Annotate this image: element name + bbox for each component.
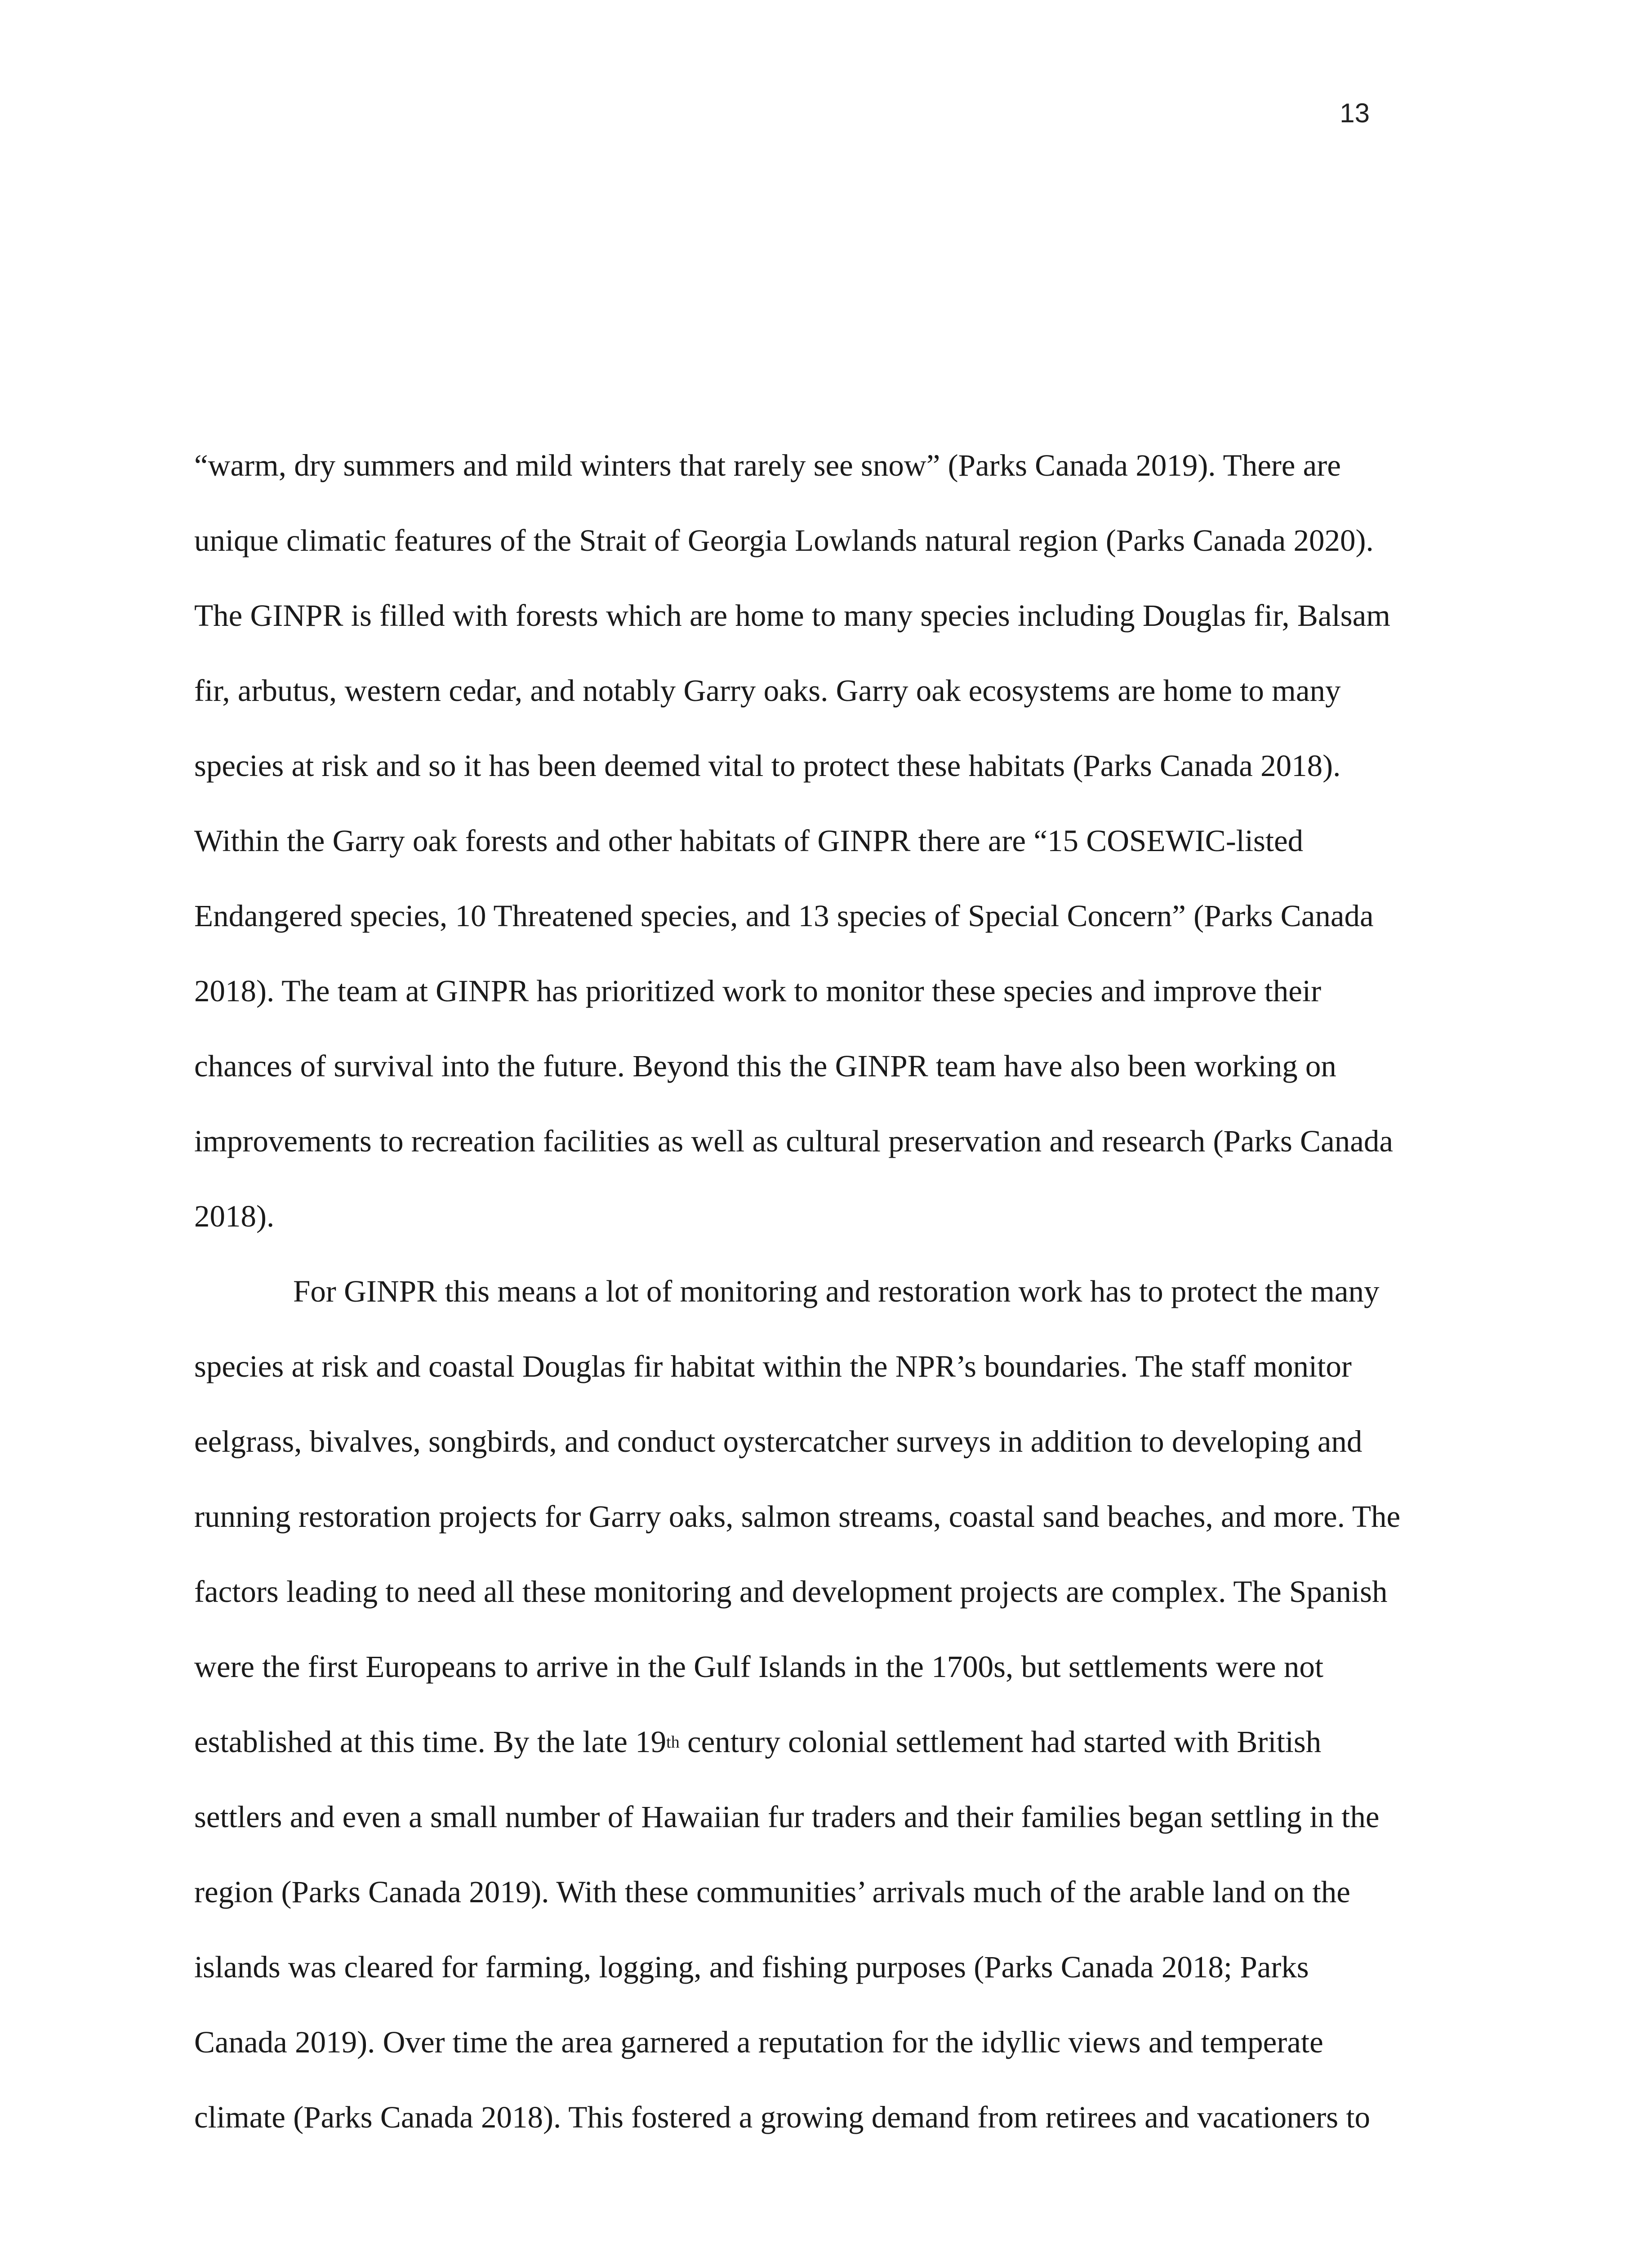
text-line: climate (Parks Canada 2018). This fostered a growing demand from retirees and vacationers to — [194, 2100, 1371, 2134]
text-line: unique climatic features of the Strait of Georgia Lowlands natural region (Parks Canada 2020). — [194, 523, 1374, 558]
text-segment: century colonial settlement had started with British — [679, 1725, 1322, 1759]
text-line: running restoration projects for Garry oaks, salmon streams, coastal sand beaches, and more. The — [194, 1499, 1401, 1534]
text-line-with-superscript — [194, 1717, 1457, 1792]
superscript: th — [666, 1733, 680, 1752]
text-line: islands was cleared for farming, logging, and fishing purposes (Parks Canada 2018; Parks — [194, 1950, 1309, 1984]
page-number: 13 — [1340, 98, 1370, 128]
text-line: “warm, dry summers and mild winters that rarely see snow” (Parks Canada 2019). There are — [194, 448, 1341, 482]
paragraph-first-line: For GINPR this means a lot of monitoring and restoration work has to protect the many — [293, 1274, 1380, 1308]
text-line: settlers and even a small number of Hawaiian fur traders and their families began settling in the — [194, 1800, 1380, 1834]
text-line: species at risk and so it has been deemed vital to protect these habitats (Parks Canada 2018). — [194, 749, 1341, 783]
text-line: factors leading to need all these monitoring and development projects are complex. The Spanish — [194, 1574, 1388, 1609]
text-line: 2018). The team at GINPR has prioritized work to monitor these species and improve their — [194, 974, 1322, 1008]
text-line: fir, arbutus, western cedar, and notably Garry oaks. Garry oak ecosystems are home to many — [194, 674, 1341, 708]
text-segment: established at this time. By the late 19 — [194, 1725, 667, 1759]
text-line: eelgrass, bivalves, songbirds, and conduct oystercatcher surveys in addition to developing and — [194, 1424, 1363, 1459]
text-line: chances of survival into the future. Beyond this the GINPR team have also been working on — [194, 1049, 1336, 1083]
text-line: Canada 2019). Over time the area garnered a reputation for the idyllic views and temperate — [194, 2025, 1323, 2059]
text-line: region (Parks Canada 2019). With these communities’ arrivals much of the arable land on the — [194, 1875, 1350, 1909]
text-line: improvements to recreation facilities as well as cultural preservation and research (Parks Canada — [194, 1124, 1393, 1158]
text-line: Within the Garry oak forests and other habitats of GINPR there are “15 COSEWIC-listed — [194, 824, 1304, 858]
text-line: The GINPR is filled with forests which are home to many species including Douglas fir, Balsam — [194, 598, 1390, 633]
body-text — [194, 441, 1457, 2168]
text-line: species at risk and coastal Douglas fir habitat within the NPR’s boundaries. The staff monitor — [194, 1349, 1352, 1383]
text-line: 2018). — [194, 1199, 275, 1233]
text-line: Endangered species, 10 Threatened species, and 13 species of Special Concern” (Parks Canada — [194, 899, 1374, 933]
text-line: were the first Europeans to arrive in the Gulf Islands in the 1700s, but settlements were not — [194, 1650, 1324, 1684]
